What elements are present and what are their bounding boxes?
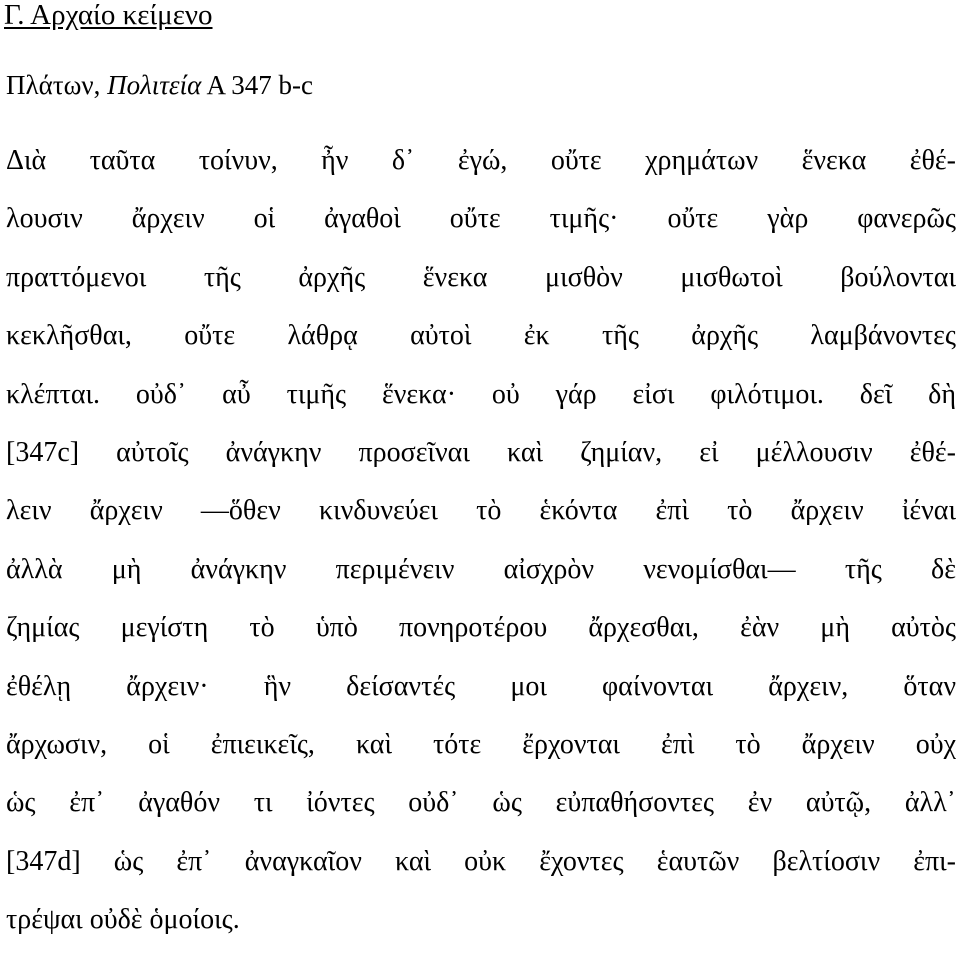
greek-passage — [6, 141, 956, 958]
section-heading: Γ. Αρχαίο κείμενο — [4, 0, 213, 31]
passage-line: ἐθέλῃ ἄρχειν· ἣν δείσαντές μοι φαίνονται ἄρχειν, ὅταν — [6, 670, 956, 702]
passage-line: λειν ἄρχειν —ὅθεν κινδυνεύει τὸ ἑκόντα ἐπὶ τὸ ἄρχειν ἰέναι — [6, 495, 956, 527]
passage-line: λουσιν ἄρχειν οἱ ἀγαθοὶ οὔτε τιμῆς· οὔτε γὰρ φανερῶς — [6, 203, 956, 235]
passage-line: [347d] ὡς ἐπ᾽ ἀναγκαῖον καὶ οὐκ ἔχοντες ἑαυτῶν βελτίοσιν ἐπι- — [6, 845, 956, 877]
source-author: Πλάτων, — [6, 70, 108, 100]
passage-line: ὡς ἐπ᾽ ἀγαθόν τι ἰόντες οὐδ᾽ ὡς εὐπαθήσοντες ἐν αὐτῷ, ἀλλ᾽ — [6, 787, 956, 819]
passage-line: κλέπται. οὐδ᾽ αὖ τιμῆς ἕνεκα· οὐ γάρ εἰσι φιλότιμοι. δεῖ δὴ — [6, 378, 956, 410]
source-work-title: Πολιτεία — [107, 70, 202, 100]
source-reference: Α 347 b-c — [201, 70, 313, 100]
source-citation — [6, 68, 313, 102]
passage-line: κεκλῆσθαι, οὔτε λάθρᾳ αὐτοὶ ἐκ τῆς ἀρχῆς λαμβάνοντες — [6, 320, 956, 352]
passage-line: τρέψαι οὐδὲ ὁμοίοις. — [6, 904, 240, 936]
passage-line: Διὰ ταῦτα τοίνυν, ἦν δ᾽ ἐγώ, οὔτε χρημάτων ἕνεκα ἐθέ- — [6, 145, 956, 176]
passage-line: ζημίας μεγίστη τὸ ὑπὸ πονηροτέρου ἄρχεσθαι, ἐὰν μὴ αὐτὸς — [6, 612, 956, 644]
passage-line: ἄρχωσιν, οἱ ἐπιεικεῖς, καὶ τότε ἔρχονται ἐπὶ τὸ ἄρχειν οὐχ — [6, 728, 956, 760]
passage-line: ἀλλὰ μὴ ἀνάγκην περιμένειν αἰσχρὸν νενομίσθαι— τῆς δὲ — [6, 553, 956, 585]
passage-line: [347c] αὐτοῖς ἀνάγκην προσεῖναι καὶ ζημίαν, εἰ μέλλουσιν ἐθέ- — [6, 436, 956, 468]
passage-line: πραττόμενοι τῆς ἀρχῆς ἕνεκα μισθὸν μισθωτοὶ βούλονται — [6, 261, 956, 293]
